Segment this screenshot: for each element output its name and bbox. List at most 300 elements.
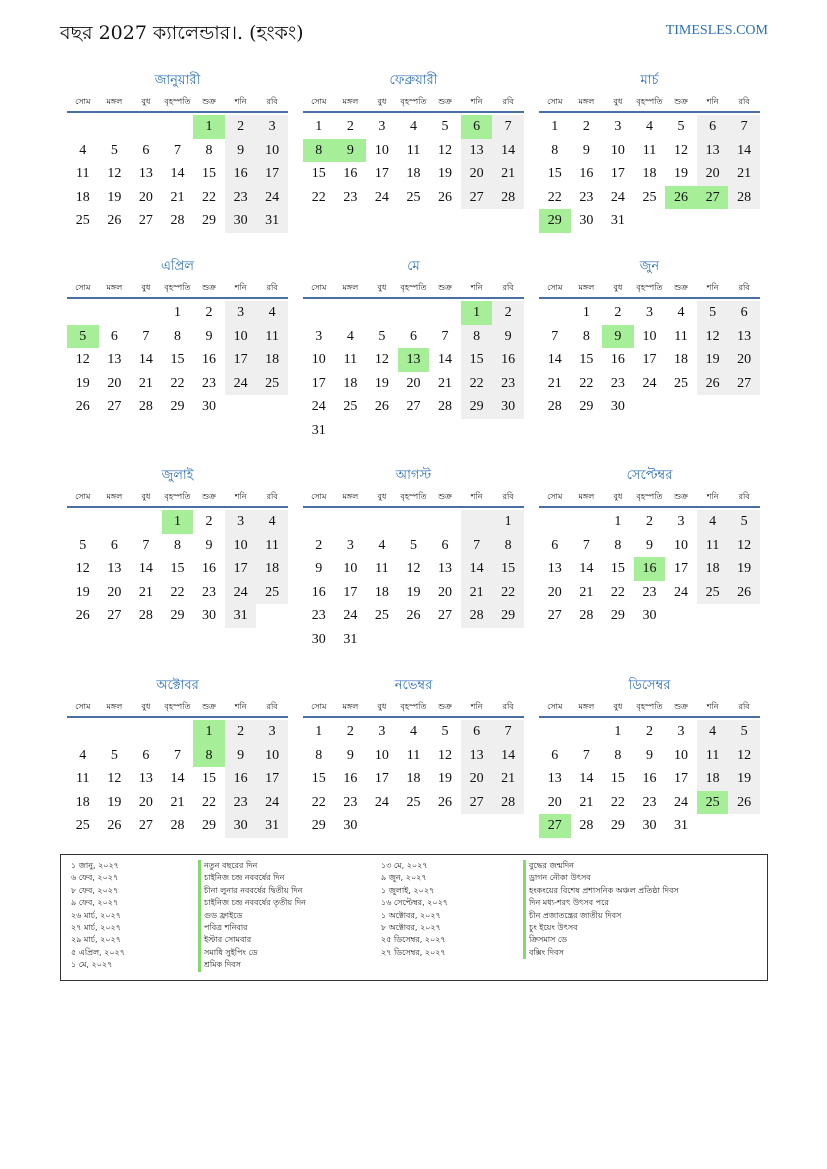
day-cell[interactable]: 10 [311,352,326,367]
day-cell[interactable]: 30 [343,818,358,833]
day-cell[interactable]: 1 [315,119,323,134]
day-cell[interactable]: 15 [170,352,185,367]
day-cell[interactable]: 4 [697,720,729,744]
day-cell[interactable]: 8 [614,537,622,553]
day-cell[interactable]: 22 [170,584,185,600]
day-cell[interactable]: 24 [642,375,657,391]
day-cell[interactable]: 17 [642,352,657,367]
day-cell[interactable]: 6 [142,142,150,158]
day-cell[interactable]: 30 [311,631,326,647]
day-cell[interactable]: 1 [315,724,323,739]
day-cell[interactable]: 24 [374,189,389,205]
day-cell[interactable]: 31 [256,814,288,838]
day-cell[interactable]: 3 [378,724,386,739]
day-cell[interactable]: 10 [674,537,689,553]
day-cell[interactable]: 14 [492,139,524,163]
day-cell[interactable]: 14 [170,771,185,786]
day-cell[interactable]: 20 [461,162,493,186]
day-cell[interactable]: 18 [343,375,358,391]
day-cell[interactable]: 3 [378,119,386,134]
day-cell[interactable]: 20 [438,584,453,600]
day-cell[interactable]: 25 [75,213,90,228]
day-cell[interactable]: 10 [225,325,257,349]
day-cell[interactable]: 20 [138,794,153,810]
day-cell[interactable]: 25 [406,794,421,810]
day-cell[interactable]: 28 [728,186,760,210]
day-cell[interactable]: 18 [75,189,90,205]
day-cell[interactable]: 18 [374,584,389,600]
day-cell[interactable]: 28 [579,608,594,623]
day-cell[interactable]: 4 [645,119,653,134]
day-cell[interactable]: 15 [202,166,217,181]
day-cell[interactable]: 1 [614,514,622,529]
day-cell[interactable]: 8 [614,747,622,763]
day-cell[interactable]: 28 [138,399,153,414]
day-cell[interactable]: 5 [441,724,449,739]
day-cell[interactable]: 9 [492,325,524,349]
day-cell[interactable]: 4 [256,510,288,534]
day-cell[interactable]: 23 [343,189,358,205]
day-cell[interactable]: 9 [225,139,257,163]
day-cell[interactable]: 13 [438,561,453,576]
day-cell[interactable]: 17 [374,166,389,181]
day-cell[interactable]: 17 [256,767,288,791]
day-cell[interactable]: 2 [225,115,257,139]
day-cell[interactable]: 19 [438,166,453,181]
day-cell[interactable]: 30 [202,399,217,414]
day-cell[interactable]: 8 [461,325,493,349]
day-cell[interactable]: 14 [579,771,594,786]
holiday-day-cell[interactable]: 1 [193,720,225,744]
day-cell[interactable]: 16 [343,771,358,786]
day-cell[interactable]: 14 [461,557,493,581]
day-cell[interactable]: 4 [409,119,417,134]
day-cell[interactable]: 29 [311,818,326,833]
day-cell[interactable]: 17 [225,348,257,372]
day-cell[interactable]: 14 [170,166,185,181]
day-cell[interactable]: 20 [547,794,562,810]
day-cell[interactable]: 4 [79,142,87,158]
day-cell[interactable]: 14 [438,352,453,367]
day-cell[interactable]: 29 [610,818,625,833]
day-cell[interactable]: 20 [107,584,122,600]
day-cell[interactable]: 21 [728,162,760,186]
day-cell[interactable]: 29 [492,604,524,628]
day-cell[interactable]: 26 [728,791,760,815]
day-cell[interactable]: 26 [75,399,90,414]
day-cell[interactable]: 26 [728,581,760,605]
day-cell[interactable]: 22 [202,189,217,205]
day-cell[interactable]: 30 [610,399,625,414]
day-cell[interactable]: 18 [697,557,729,581]
day-cell[interactable]: 10 [256,744,288,768]
day-cell[interactable]: 19 [374,375,389,391]
day-cell[interactable]: 22 [461,372,493,396]
day-cell[interactable]: 7 [582,537,590,553]
day-cell[interactable]: 23 [202,584,217,600]
day-cell[interactable]: 3 [677,724,685,739]
day-cell[interactable]: 2 [205,305,213,320]
day-cell[interactable]: 19 [75,584,90,600]
day-cell[interactable]: 22 [170,375,185,391]
day-cell[interactable]: 16 [225,767,257,791]
day-cell[interactable]: 1 [582,305,590,320]
day-cell[interactable]: 11 [406,747,421,763]
day-cell[interactable]: 15 [547,166,562,181]
day-cell[interactable]: 10 [374,142,389,158]
day-cell[interactable]: 20 [406,375,421,391]
day-cell[interactable]: 17 [225,557,257,581]
day-cell[interactable]: 9 [225,744,257,768]
day-cell[interactable]: 12 [674,142,689,158]
day-cell[interactable]: 12 [406,561,421,576]
day-cell[interactable]: 12 [438,747,453,763]
day-cell[interactable]: 20 [138,189,153,205]
day-cell[interactable]: 12 [728,534,760,558]
day-cell[interactable]: 9 [205,537,213,553]
day-cell[interactable]: 5 [728,510,760,534]
day-cell[interactable]: 24 [311,399,326,414]
holiday-day-cell[interactable]: 29 [539,209,571,233]
day-cell[interactable]: 26 [75,608,90,623]
day-cell[interactable]: 6 [409,328,417,344]
day-cell[interactable]: 8 [582,328,590,344]
day-cell[interactable]: 8 [551,142,559,158]
day-cell[interactable]: 15 [461,348,493,372]
day-cell[interactable]: 21 [170,794,185,810]
day-cell[interactable]: 9 [645,537,653,553]
day-cell[interactable]: 2 [205,514,213,529]
day-cell[interactable]: 27 [461,186,493,210]
day-cell[interactable]: 7 [142,328,150,344]
day-cell[interactable]: 18 [642,166,657,181]
day-cell[interactable]: 31 [343,631,358,647]
holiday-day-cell[interactable]: 8 [193,744,225,768]
day-cell[interactable]: 24 [225,581,257,605]
day-cell[interactable]: 8 [173,537,181,553]
day-cell[interactable]: 4 [79,747,87,763]
day-cell[interactable]: 15 [202,771,217,786]
holiday-day-cell[interactable]: 1 [162,510,194,534]
day-cell[interactable]: 1 [614,724,622,739]
day-cell[interactable]: 30 [492,395,524,419]
day-cell[interactable]: 21 [461,581,493,605]
day-cell[interactable]: 17 [374,771,389,786]
day-cell[interactable]: 12 [438,142,453,158]
day-cell[interactable]: 31 [311,422,326,438]
day-cell[interactable]: 5 [110,142,118,158]
day-cell[interactable]: 11 [697,744,729,768]
day-cell[interactable]: 31 [674,818,689,833]
day-cell[interactable]: 17 [674,771,689,786]
day-cell[interactable]: 26 [406,608,421,623]
day-cell[interactable]: 8 [315,747,323,763]
holiday-day-cell[interactable]: 26 [665,186,697,210]
day-cell[interactable]: 24 [610,189,625,205]
day-cell[interactable]: 3 [225,301,257,325]
day-cell[interactable]: 19 [728,557,760,581]
day-cell[interactable]: 30 [225,814,257,838]
day-cell[interactable]: 29 [610,608,625,623]
day-cell[interactable]: 19 [406,584,421,600]
day-cell[interactable]: 4 [697,510,729,534]
day-cell[interactable]: 25 [642,189,657,205]
day-cell[interactable]: 22 [311,794,326,810]
day-cell[interactable]: 11 [256,325,288,349]
day-cell[interactable]: 16 [579,166,594,181]
day-cell[interactable]: 3 [645,305,653,320]
day-cell[interactable]: 16 [642,771,657,786]
day-cell[interactable]: 28 [170,818,185,833]
day-cell[interactable]: 23 [610,375,625,391]
day-cell[interactable]: 13 [728,325,760,349]
day-cell[interactable]: 27 [728,372,760,396]
day-cell[interactable]: 10 [374,747,389,763]
day-cell[interactable]: 15 [170,561,185,576]
day-cell[interactable]: 19 [438,771,453,786]
day-cell[interactable]: 6 [551,537,559,553]
day-cell[interactable]: 12 [374,352,389,367]
day-cell[interactable]: 12 [75,352,90,367]
day-cell[interactable]: 9 [582,142,590,158]
day-cell[interactable]: 13 [138,771,153,786]
day-cell[interactable]: 31 [225,604,257,628]
site-link[interactable]: TIMESLES.COM [665,23,768,38]
day-cell[interactable]: 23 [311,608,326,623]
day-cell[interactable]: 24 [256,186,288,210]
day-cell[interactable]: 5 [378,328,386,344]
day-cell[interactable]: 2 [315,537,323,553]
day-cell[interactable]: 15 [311,166,326,181]
day-cell[interactable]: 24 [343,608,358,623]
holiday-day-cell[interactable]: 9 [335,139,367,163]
day-cell[interactable]: 10 [674,747,689,763]
day-cell[interactable]: 20 [697,162,729,186]
day-cell[interactable]: 6 [697,115,729,139]
holiday-day-cell[interactable]: 25 [697,791,729,815]
holiday-day-cell[interactable]: 27 [697,186,729,210]
day-cell[interactable]: 1 [173,305,181,320]
day-cell[interactable]: 14 [492,744,524,768]
day-cell[interactable]: 27 [547,608,562,623]
day-cell[interactable]: 23 [642,584,657,600]
day-cell[interactable]: 7 [441,328,449,344]
day-cell[interactable]: 2 [645,724,653,739]
day-cell[interactable]: 17 [674,561,689,576]
day-cell[interactable]: 30 [579,213,594,228]
day-cell[interactable]: 7 [551,328,559,344]
day-cell[interactable]: 2 [582,119,590,134]
day-cell[interactable]: 6 [142,747,150,763]
day-cell[interactable]: 23 [225,186,257,210]
day-cell[interactable]: 6 [551,747,559,763]
day-cell[interactable]: 11 [76,771,90,786]
day-cell[interactable]: 11 [343,352,358,367]
day-cell[interactable]: 16 [202,561,217,576]
day-cell[interactable]: 26 [374,399,389,414]
holiday-day-cell[interactable]: 27 [539,814,571,838]
day-cell[interactable]: 18 [256,557,288,581]
day-cell[interactable]: 13 [461,744,493,768]
day-cell[interactable]: 5 [677,119,685,134]
day-cell[interactable]: 17 [256,162,288,186]
day-cell[interactable]: 25 [256,372,288,396]
day-cell[interactable]: 16 [311,584,326,600]
day-cell[interactable]: 4 [409,724,417,739]
day-cell[interactable]: 10 [343,561,358,576]
day-cell[interactable]: 8 [173,328,181,344]
day-cell[interactable]: 20 [461,767,493,791]
day-cell[interactable]: 3 [315,328,323,344]
day-cell[interactable]: 25 [75,818,90,833]
day-cell[interactable]: 22 [610,794,625,810]
holiday-day-cell[interactable]: 5 [67,325,99,349]
day-cell[interactable]: 16 [225,162,257,186]
day-cell[interactable]: 7 [173,747,181,763]
day-cell[interactable]: 13 [547,561,562,576]
day-cell[interactable]: 26 [438,794,453,810]
day-cell[interactable]: 19 [674,166,689,181]
day-cell[interactable]: 1 [551,119,559,134]
day-cell[interactable]: 16 [343,166,358,181]
holiday-day-cell[interactable]: 1 [193,115,225,139]
day-cell[interactable]: 23 [225,791,257,815]
day-cell[interactable]: 24 [256,791,288,815]
day-cell[interactable]: 25 [674,375,689,391]
day-cell[interactable]: 29 [170,608,185,623]
day-cell[interactable]: 5 [79,537,87,553]
holiday-day-cell[interactable]: 8 [303,139,335,163]
day-cell[interactable]: 14 [138,352,153,367]
day-cell[interactable]: 6 [728,301,760,325]
day-cell[interactable]: 25 [374,608,389,623]
day-cell[interactable]: 14 [547,352,562,367]
day-cell[interactable]: 24 [674,584,689,600]
day-cell[interactable]: 26 [438,189,453,205]
day-cell[interactable]: 18 [406,771,421,786]
day-cell[interactable]: 11 [256,534,288,558]
day-cell[interactable]: 21 [579,794,594,810]
day-cell[interactable]: 7 [728,115,760,139]
day-cell[interactable]: 22 [492,581,524,605]
day-cell[interactable]: 20 [728,348,760,372]
day-cell[interactable]: 17 [343,584,358,600]
day-cell[interactable]: 3 [614,119,622,134]
day-cell[interactable]: 9 [315,561,323,576]
day-cell[interactable]: 13 [107,352,122,367]
day-cell[interactable]: 19 [75,375,90,391]
day-cell[interactable]: 3 [256,115,288,139]
day-cell[interactable]: 28 [138,608,153,623]
day-cell[interactable]: 3 [256,720,288,744]
day-cell[interactable]: 2 [492,301,524,325]
day-cell[interactable]: 19 [697,348,729,372]
day-cell[interactable]: 27 [438,608,453,623]
day-cell[interactable]: 23 [579,189,594,205]
day-cell[interactable]: 27 [107,608,122,623]
day-cell[interactable]: 21 [579,584,594,600]
day-cell[interactable]: 23 [343,794,358,810]
day-cell[interactable]: 22 [202,794,217,810]
day-cell[interactable]: 15 [610,771,625,786]
day-cell[interactable]: 16 [492,348,524,372]
day-cell[interactable]: 2 [346,724,354,739]
day-cell[interactable]: 7 [173,142,181,158]
day-cell[interactable]: 6 [110,328,118,344]
day-cell[interactable]: 12 [107,771,122,786]
day-cell[interactable]: 27 [107,399,122,414]
day-cell[interactable]: 3 [346,537,354,553]
day-cell[interactable]: 30 [202,608,217,623]
day-cell[interactable]: 12 [728,744,760,768]
day-cell[interactable]: 5 [110,747,118,763]
day-cell[interactable]: 26 [107,213,122,228]
day-cell[interactable]: 13 [107,561,122,576]
day-cell[interactable]: 12 [107,166,122,181]
day-cell[interactable]: 22 [579,375,594,391]
day-cell[interactable]: 22 [311,189,326,205]
day-cell[interactable]: 28 [492,186,524,210]
day-cell[interactable]: 29 [579,399,594,414]
day-cell[interactable]: 16 [202,352,217,367]
day-cell[interactable]: 18 [697,767,729,791]
day-cell[interactable]: 5 [728,720,760,744]
day-cell[interactable]: 2 [614,305,622,320]
day-cell[interactable]: 21 [138,584,153,600]
day-cell[interactable]: 11 [697,534,729,558]
day-cell[interactable]: 13 [138,166,153,181]
day-cell[interactable]: 8 [492,534,524,558]
holiday-day-cell[interactable]: 1 [461,301,493,325]
day-cell[interactable]: 11 [406,142,421,158]
day-cell[interactable]: 29 [170,399,185,414]
day-cell[interactable]: 27 [138,213,153,228]
day-cell[interactable]: 21 [492,767,524,791]
day-cell[interactable]: 4 [256,301,288,325]
holiday-day-cell[interactable]: 16 [634,557,666,581]
day-cell[interactable]: 24 [674,794,689,810]
day-cell[interactable]: 7 [142,537,150,553]
day-cell[interactable]: 27 [406,399,421,414]
day-cell[interactable]: 6 [110,537,118,553]
day-cell[interactable]: 9 [205,328,213,344]
day-cell[interactable]: 25 [697,581,729,605]
day-cell[interactable]: 15 [311,771,326,786]
day-cell[interactable]: 5 [441,119,449,134]
day-cell[interactable]: 14 [728,139,760,163]
day-cell[interactable]: 27 [461,791,493,815]
day-cell[interactable]: 21 [438,375,453,391]
day-cell[interactable]: 25 [406,189,421,205]
day-cell[interactable]: 6 [441,537,449,553]
day-cell[interactable]: 23 [202,375,217,391]
day-cell[interactable]: 1 [492,510,524,534]
day-cell[interactable]: 23 [642,794,657,810]
day-cell[interactable]: 28 [579,818,594,833]
day-cell[interactable]: 28 [438,399,453,414]
day-cell[interactable]: 2 [225,720,257,744]
day-cell[interactable]: 18 [674,352,689,367]
day-cell[interactable]: 26 [107,818,122,833]
day-cell[interactable]: 17 [311,375,326,391]
day-cell[interactable]: 15 [492,557,524,581]
day-cell[interactable]: 30 [642,608,657,623]
day-cell[interactable]: 31 [256,209,288,233]
day-cell[interactable]: 16 [610,352,625,367]
day-cell[interactable]: 18 [256,348,288,372]
day-cell[interactable]: 24 [225,372,257,396]
day-cell[interactable]: 25 [256,581,288,605]
